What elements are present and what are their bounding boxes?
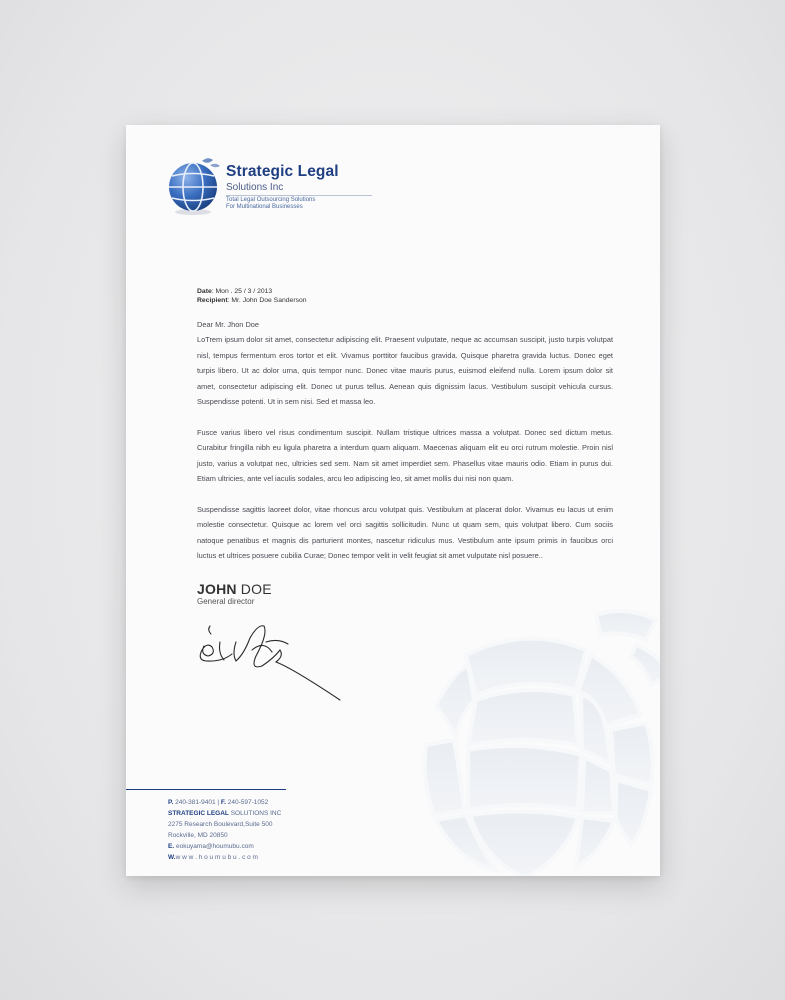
tagline-line-2: For Multinational Businesses [226,204,303,210]
company-line [168,808,281,819]
logo-divider [226,195,372,196]
recipient-line [197,296,307,305]
recipient-value: : Mr. John Doe Sanderson [227,297,307,304]
address-line-2: Rockville, MD 20850 [168,832,228,839]
handwritten-signature [192,620,342,705]
phone-key: P. [168,799,174,806]
recipient-label: Recipient [197,297,228,304]
signatory-title: General director [197,597,255,606]
fax-key: F. [220,799,226,806]
phone-separator: | [215,799,221,806]
paragraph-3: Suspendisse sagittis laoreet dolor, vitae rhoncus arcu volutpat quis. Vestibulum at placerat dolor. Vivamus eu lacus ut enim molestie consectetur. Quisque ac lorem vel orci sagittis sollicitudin. Nunc ut quam sem, quis volutpat libero. Cum sociis natoque penatibus et magnis dis parturient montes, nascetur ridiculus mus. Vestibulum ante ipsum primis in faucibus orci luctus et ultrices posuere cubilia Curae; Donec tempor velit in velit feugiat sit amet vulputate nisl posuere.. [197,505,613,561]
email-key: E. [168,843,175,850]
fax-number: 240-597-1052 [225,799,269,806]
letter-body [197,317,613,579]
letter-meta [197,287,307,305]
signatory-last-name: DOE [236,581,272,597]
footer-company-bold: STRATEGIC LEGAL [168,810,229,817]
web-line [168,852,281,863]
email-line [168,841,281,852]
phone-number: 240-381-9401 [173,799,216,806]
company-tagline [226,197,315,211]
paragraph-1: LoTrem ipsum dolor sit amet, consectetur adipiscing elit. Praesent vulputate, neque ac accumsan suscipit, justo turpis volutpat nisl, tempus fermentum eros tortor et elit. Vivamus porttitor faucibus gravida. Quisque pharetra gravida luctus. Donec eget turpis libero. Ut ac dolor urna, quis tempor nunc. Donec vitae mauris purus, euismod eleifend nulla. Lorem ipsum dolor sit amet, consectetur adipiscing elit. Donec ut purus tellus. Aenean quis dignissim lacus. Vestibulum suscipit vehicula cursus. Suspendisse potenti. Ut in sem nisi. Sed et massa leo. [197,335,613,407]
date-label: Date [197,288,212,295]
date-line [197,287,307,296]
signatory-first-name: JOHN [197,581,237,597]
company-name: Strategic Legal [226,163,339,180]
company-logo [166,157,366,217]
date-value: : Mon . 25 / 3 / 2013 [211,288,273,295]
web-key: W. [168,854,176,861]
globe-watermark-icon [406,595,660,876]
letterhead-sheet [126,125,660,876]
address-line-1: 2275 Research Boulevard,Suite 500 [168,821,273,828]
email-address: eokuyama@houmubu.com [174,843,254,850]
tagline-line-1: Total Legal Outsourcing Solutions [226,197,316,203]
signatory-name [197,581,272,597]
phone-line [168,797,281,808]
globe-logo-icon [166,157,222,217]
web-address: w w w . h o u m u b u . c o m [175,854,258,861]
paragraph-2: Fusce varius libero vel risus condimentum suscipit. Nullam tristique ultrices massa a volutpat. Donec sed dictum metus. Curabitur fringilla nibh eu ligula pharetra a interdum quam aliquam. Maecenas aliquam elit eu orci rutrum molestie. Proin nisl justo, varius a volutpat nec, ultricies sed sem. Nam sit amet imperdiet sem. Phasellus vitae mauris odio. Etiam in purus dui. Etiam ultricies, ante vel iaculis sodales, arcu leo adipiscing leo, sit amet mollis dui nisi non quam. [197,427,613,484]
footer-divider [126,789,286,790]
company-subname: Solutions Inc [226,182,284,193]
greeting: Dear Mr. Jhon Doe [197,320,260,329]
footer-company-rest: SOLUTIONS INC [228,810,282,817]
contact-footer [168,797,281,863]
